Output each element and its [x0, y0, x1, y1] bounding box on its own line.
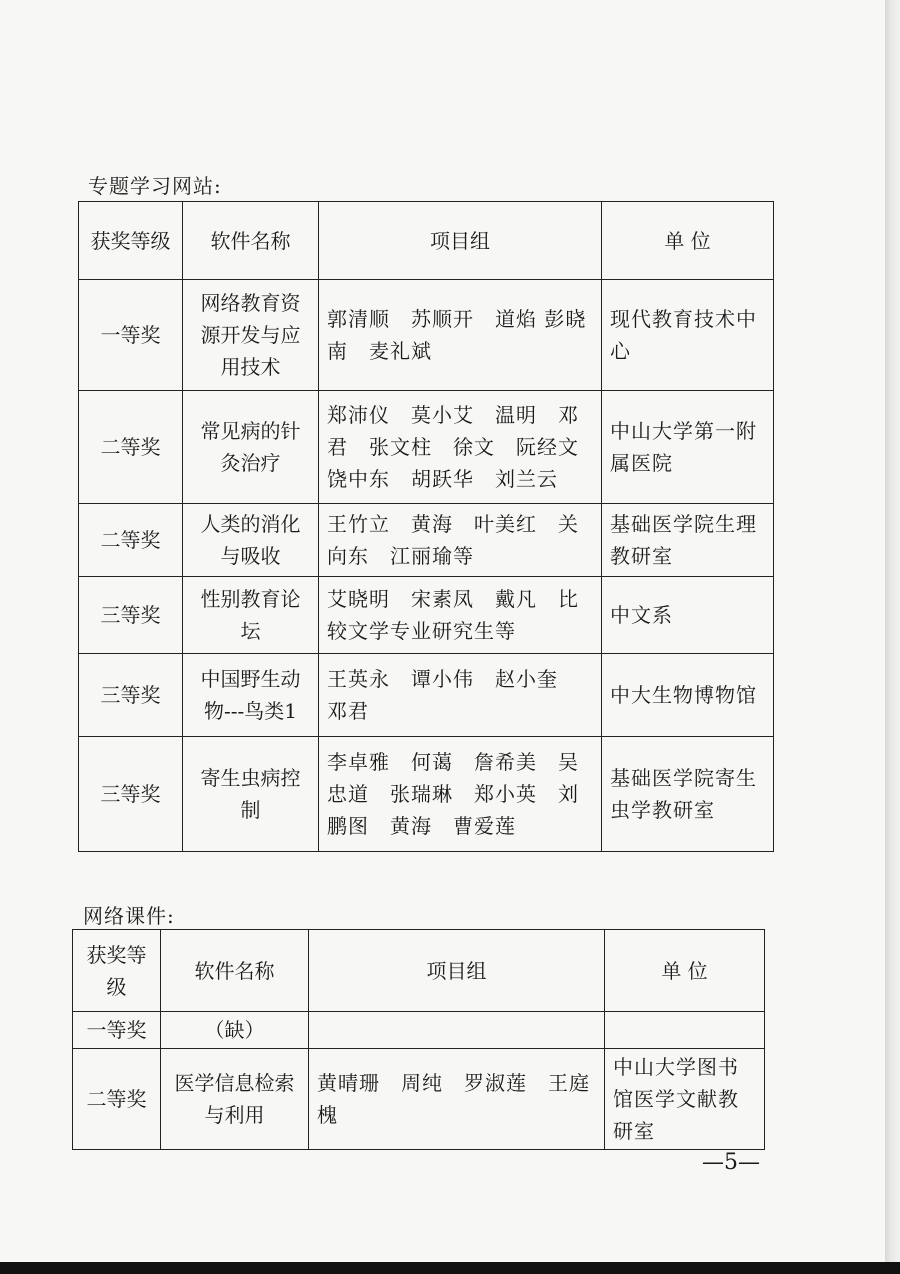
cell-team: 王竹立 黄海 叶美红 关向东 江丽瑜等 — [319, 504, 602, 577]
cell-unit: 基础医学院寄生虫学教研室 — [602, 737, 774, 852]
cell-team: 郭清顺 苏顺开 道焰 彭晓南 麦礼斌 — [319, 280, 602, 391]
cell-name: （缺） — [161, 1012, 309, 1049]
header-team: 项目组 — [319, 202, 602, 280]
cell-team: 李卓雅 何蔼 詹希美 吴忠道 张瑞琳 郑小英 刘鹏图 黄海 曹爱莲 — [319, 737, 602, 852]
section-title-courseware: 网络课件: — [83, 904, 175, 928]
table-row — [79, 577, 774, 654]
header-name: 软件名称 — [183, 202, 319, 280]
cell-unit: 中大生物博物馆 — [602, 654, 774, 737]
table-row — [73, 1049, 765, 1150]
cell-unit — [605, 1012, 765, 1049]
cell-unit: 基础医学院生理教研室 — [602, 504, 774, 577]
header-unit: 单 位 — [605, 930, 765, 1012]
cell-level: 三等奖 — [79, 577, 183, 654]
courseware-award-table — [72, 929, 765, 1150]
table-row — [79, 737, 774, 852]
cell-team: 黄晴珊 周纯 罗淑莲 王庭槐 — [309, 1049, 605, 1150]
cell-name: 网络教育资源开发与应用技术 — [183, 280, 319, 391]
page-edge-shadow — [885, 0, 900, 1274]
cell-unit: 中山大学第一附属医院 — [602, 391, 774, 504]
cell-unit: 中山大学图书馆医学文献教研室 — [605, 1049, 765, 1150]
cell-level: 一等奖 — [79, 280, 183, 391]
table-row — [79, 280, 774, 391]
table-row — [73, 1012, 765, 1049]
table-row — [79, 391, 774, 504]
header-name: 软件名称 — [161, 930, 309, 1012]
header-team: 项目组 — [309, 930, 605, 1012]
cell-level: 二等奖 — [79, 504, 183, 577]
cell-team: 王英永 谭小伟 赵小奎 邓君 — [319, 654, 602, 737]
section-title-websites: 专题学习网站: — [88, 174, 222, 198]
cell-name: 人类的消化与吸收 — [183, 504, 319, 577]
page-number: —5— — [702, 1150, 760, 1175]
table-header-row — [79, 202, 774, 280]
cell-level: 三等奖 — [79, 737, 183, 852]
cell-unit: 中文系 — [602, 577, 774, 654]
cell-name: 性别教育论坛 — [183, 577, 319, 654]
websites-award-table — [78, 201, 774, 852]
cell-team: 艾晓明 宋素凤 戴凡 比较文学专业研究生等 — [319, 577, 602, 654]
cell-level: 二等奖 — [73, 1049, 161, 1150]
cell-name: 寄生虫病控制 — [183, 737, 319, 852]
header-unit: 单 位 — [602, 202, 774, 280]
header-level: 获奖等级 — [79, 202, 183, 280]
table-row — [79, 504, 774, 577]
scan-bottom-border — [0, 1262, 900, 1274]
header-level: 获奖等级 — [73, 930, 161, 1012]
cell-level: 三等奖 — [79, 654, 183, 737]
cell-team: 郑沛仪 莫小艾 温明 邓君 张文柱 徐文 阮经文 饶中东 胡跃华 刘兰云 — [319, 391, 602, 504]
cell-team — [309, 1012, 605, 1049]
cell-name: 医学信息检索与利用 — [161, 1049, 309, 1150]
cell-level: 一等奖 — [73, 1012, 161, 1049]
table-row — [79, 654, 774, 737]
table-header-row — [73, 930, 765, 1012]
cell-name: 中国野生动物---鸟类1 — [183, 654, 319, 737]
cell-unit: 现代教育技术中心 — [602, 280, 774, 391]
cell-level: 二等奖 — [79, 391, 183, 504]
cell-name: 常见病的针灸治疗 — [183, 391, 319, 504]
